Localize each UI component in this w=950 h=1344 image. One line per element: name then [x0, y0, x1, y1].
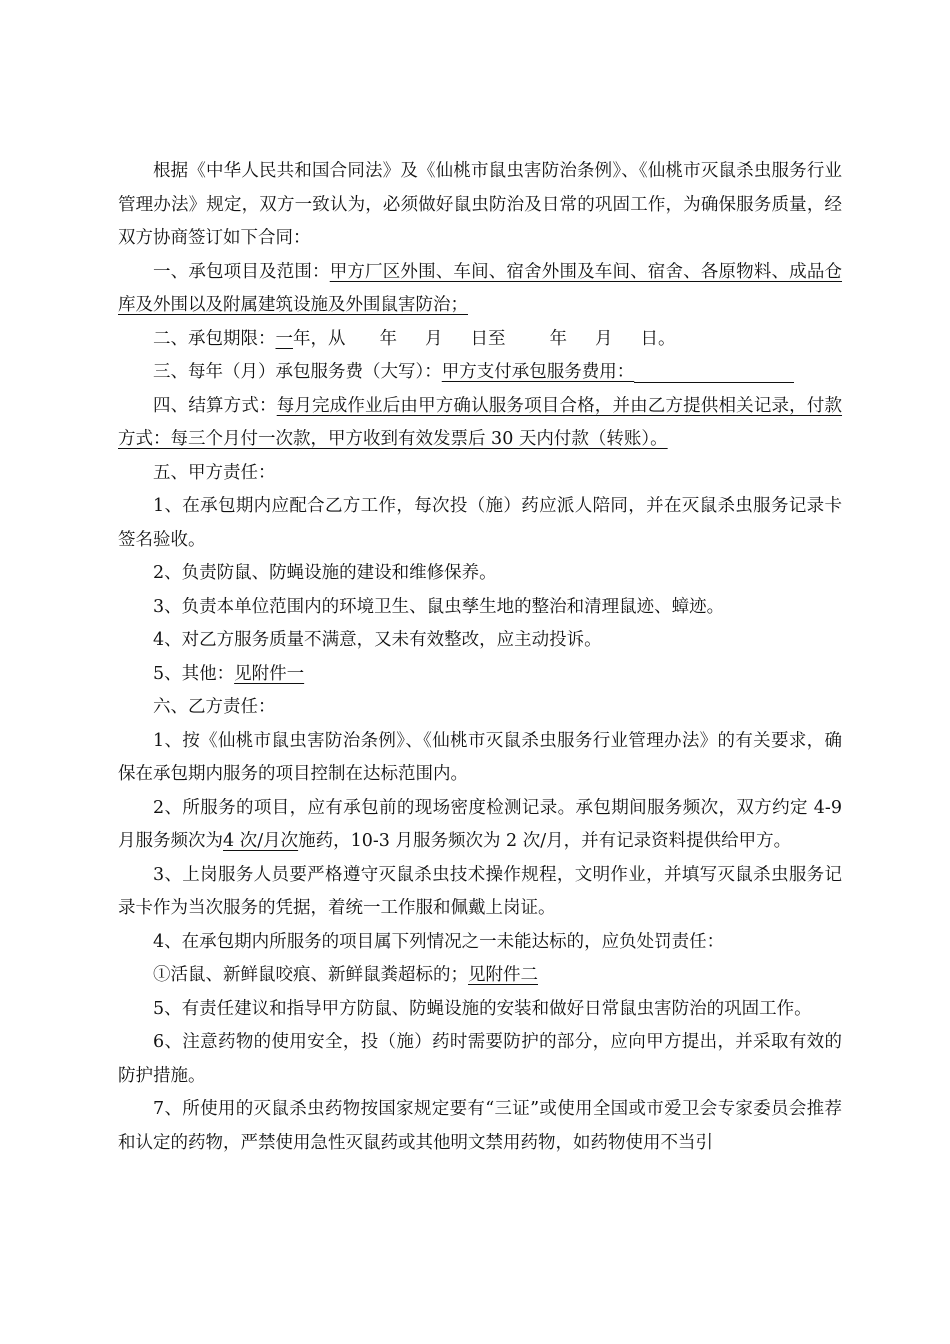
- section-4-settlement: [118, 390, 842, 457]
- party-a-item-4: 4、对乙方服务质量不满意，又未有效整改，应主动投诉。: [153, 630, 602, 650]
- section-1-scope: [118, 256, 842, 323]
- party-b-item-4-sub-1-value: 见附件二: [468, 965, 538, 985]
- party-a-item-5: [118, 658, 842, 692]
- party-b-item-4-sub-1: [118, 959, 842, 993]
- party-b-item-1: 1、按《仙桃市鼠虫害防治条例》、《仙桃市灭鼠杀虫服务行业管理办法》的有关要求，确保在承包期内服务的项目控制在达标范围内。: [118, 730, 842, 784]
- section-1-value: 甲方厂区外围、车间、宿舍外围及车间、宿舍、各原物料、成品仓库及外围以及附属建筑设施及外围鼠害防治；: [118, 261, 843, 315]
- party-b-item-4-sub-1-text: ①活鼠、新鲜鼠咬痕、新鲜鼠粪超标的；: [153, 965, 468, 985]
- section-5-title: 五、甲方责任：: [153, 462, 276, 483]
- party-a-item-3: 3、负责本单位范围内的环境卫生、鼠虫孳生地的整治和清理鼠迹、蟑迹。: [153, 596, 725, 617]
- party-b-item-2-text: 施药，10-3 月服务频次为 2 次/月，并有记录资料提供给甲方。: [298, 831, 792, 851]
- party-b-item-2: [118, 792, 842, 859]
- contract-body: [118, 155, 842, 1160]
- section-6-title: 六、乙方责任：: [153, 697, 276, 717]
- party-a-item-5-label: 5、其他：: [153, 663, 235, 684]
- section-3-fee: [118, 356, 842, 390]
- section-4-value: 每月完成作业后由甲方确认服务项目合格，并由乙方提供相关记录，付款方式：每三个月付一次款，甲方收到有效发票后 30 天内付款（转账）。: [118, 395, 843, 449]
- party-b-item-2-text: 2、所服务的项目，应有承包前的现场密度检测记录。承包期间服务频次，双方约定 4-9 月服务频次为: [118, 797, 842, 851]
- party-b-item-2-frequency: 4 次/月次: [223, 831, 299, 851]
- party-b-item-6: 6、注意药物的使用安全，投（施）药时需要防护的部分，应向甲方提出，并采取有效的防护措施。: [118, 1032, 842, 1086]
- section-2-text: 日至: [470, 328, 506, 349]
- party-a-item-2: 2、负责防鼠、防蝇设施的建设和维修保养。: [153, 563, 497, 583]
- section-2-text: 年，从: [293, 328, 346, 349]
- section-2-text: 年: [379, 328, 397, 349]
- section-4-label: 四、结算方式：: [153, 395, 277, 416]
- section-3-label: 三、每年（月）承包服务费（大写）：: [153, 362, 442, 382]
- section-2-term: [118, 323, 842, 357]
- section-2-value: 一: [275, 328, 293, 349]
- section-2-text: 年: [549, 328, 567, 349]
- section-2-label: 二、承包期限：: [153, 328, 276, 349]
- section-3-value: 甲方支付承包服务费用：: [441, 362, 635, 382]
- party-b-item-3: 3、上岗服务人员要严格遵守灭鼠杀虫技术操作规程，文明作业，并填写灭鼠杀虫服务记录卡作为当次服务的凭据，着统一工作服和佩戴上岗证。: [118, 864, 842, 918]
- party-b-item-5: 5、有责任建议和指导甲方防鼠、防蝇设施的安装和做好日常鼠虫害防治的巩固工作。: [153, 998, 812, 1019]
- party-b-item-4: 4、在承包期内所服务的项目属下列情况之一未能达标的，应负处罚责任：: [153, 931, 725, 952]
- section-1-label: 一、承包项目及范围：: [153, 261, 330, 282]
- party-a-item-1: 1、在承包期内应配合乙方工作，每次投（施）药应派人陪同，并在灭鼠杀虫服务记录卡签名验收。: [118, 496, 842, 550]
- party-b-item-7: 7、所使用的灭鼠杀虫药物按国家规定要有“三证”或使用全国或市爱卫会专家委员会推荐和认定的药物，严禁使用急性灭鼠药或其他明文禁用药物，如药物使用不当引: [118, 1099, 842, 1153]
- section-2-text: 日。: [640, 328, 676, 349]
- section-2-text: 月: [425, 328, 443, 349]
- intro-paragraph: 根据《中华人民共和国合同法》及《仙桃市鼠虫害防治条例》、《仙桃市灭鼠杀虫服务行业管理办法》规定，双方一致认为，必须做好鼠虫防治及日常的巩固工作，为确保服务质量，经双方协商签订如下合同：: [118, 161, 842, 248]
- blank-underline: [634, 360, 794, 383]
- section-2-text: 月: [595, 328, 613, 349]
- party-a-item-5-value: 见附件一: [234, 663, 305, 684]
